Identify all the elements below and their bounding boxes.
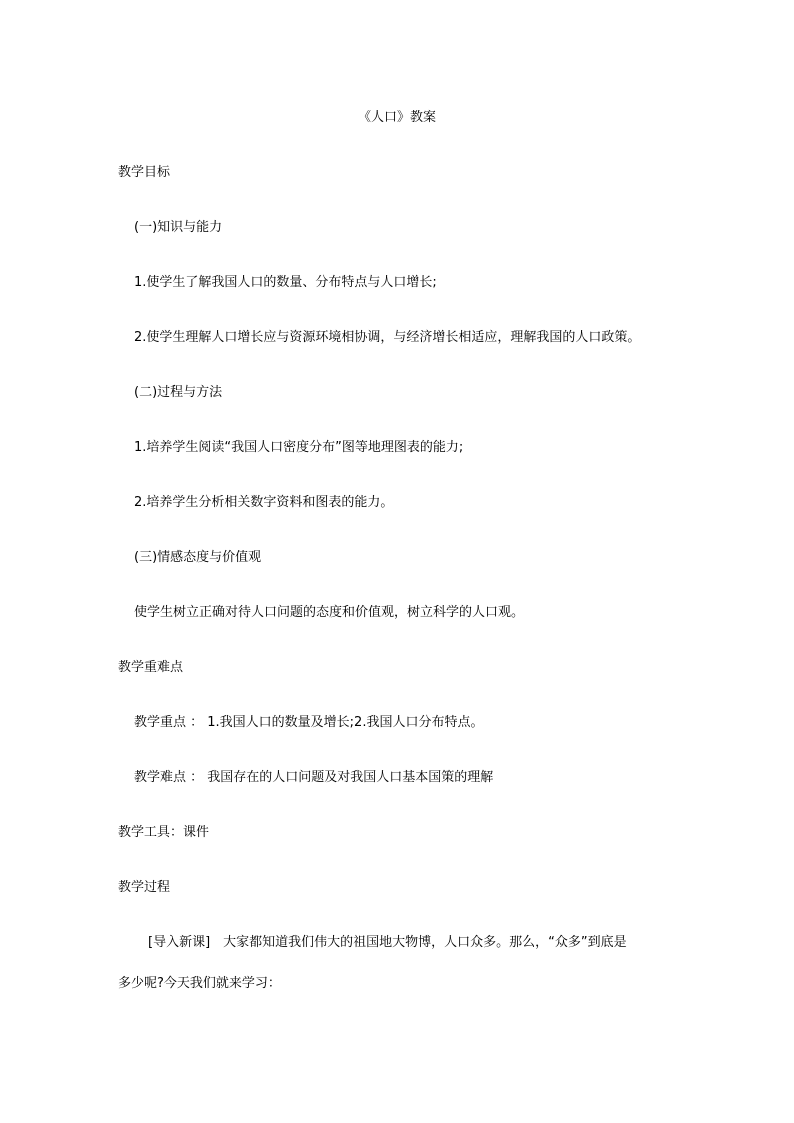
objectives-heading: 教学目标 [118, 165, 171, 180]
intro-line-1: [导入新课] 大家都知道我们伟大的祖国地大物博，人口众多。那么，“众多”到底是 [148, 935, 627, 950]
knowledge-heading: (一)知识与能力 [134, 220, 223, 235]
process-heading: (二)过程与方法 [134, 385, 223, 400]
intro-line-2: 多少呢?今天我们就来学习： [118, 976, 281, 991]
knowledge-item-1: 1.使学生了解我国人口的数量、分布特点与人口增长; [134, 275, 437, 290]
document-title: 《人口》教案 [357, 110, 436, 125]
attitude-item-1: 使学生树立正确对待人口问题的态度和价值观，树立科学的人口观。 [134, 605, 525, 620]
teaching-tools: 教学工具：课件 [118, 825, 210, 840]
knowledge-item-2: 2.使学生理解人口增长应与资源环境相协调，与经济增长相适应，理解我国的人口政策。 [134, 330, 641, 345]
process-item-2: 2.培养学生分析相关数字资料和图表的能力。 [134, 495, 394, 510]
key-point: 教学重点 ： 1.我国人口的数量及增长;2.我国人口分布特点。 [134, 715, 484, 730]
attitude-heading: (三)情感态度与价值观 [134, 550, 262, 565]
process-item-1: 1.培养学生阅读“我国人口密度分布”图等地理图表的能力; [134, 440, 464, 455]
process-main-heading: 教学过程 [118, 880, 171, 895]
difficult-point: 教学难点 ： 我国存在的人口问题及对我国人口基本国策的理解 [134, 770, 494, 785]
keypoints-heading: 教学重难点 [118, 660, 184, 675]
